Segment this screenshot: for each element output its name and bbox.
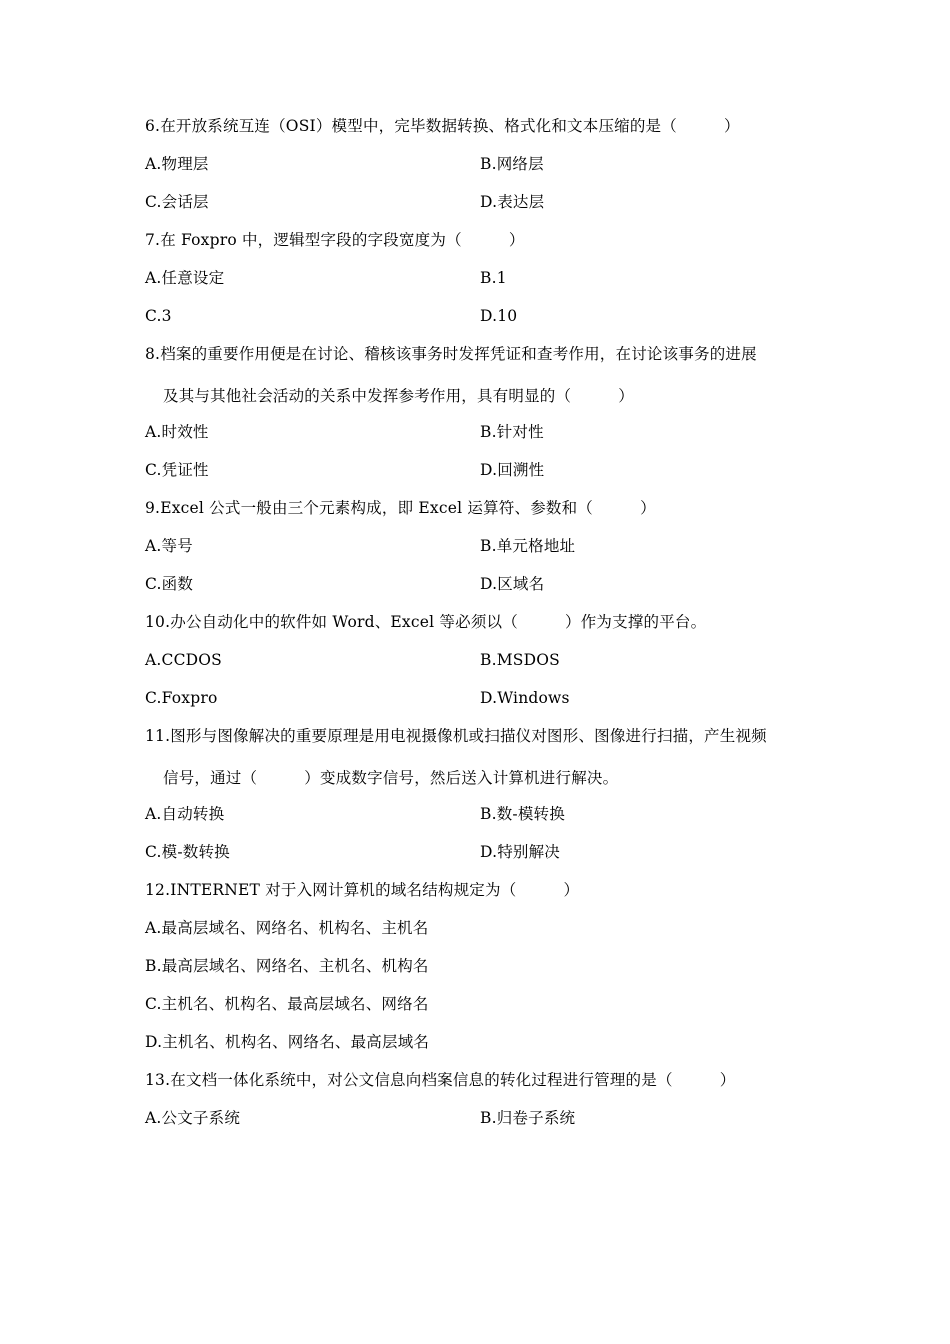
question-9-option-b: B.单元格地址: [480, 537, 576, 555]
question-10-option-c: C.Foxpro: [145, 689, 218, 707]
question-6-option-c: C.会话层: [145, 193, 209, 211]
question-13-option-b: B.归卷子系统: [480, 1109, 576, 1127]
question-12-option-d: D.主机名、机构名、网络名、最高层域名: [145, 1033, 430, 1051]
question-8-stem-line-2: 及其与其他社会活动的关系中发挥参考作用，具有明显的（ ）: [163, 387, 635, 405]
question-7-stem: 7.在 Foxpro 中，逻辑型字段的字段宽度为（ ）: [145, 231, 525, 249]
question-7-option-d: D.10: [480, 307, 518, 325]
question-12-option-b: B.最高层域名、网络名、主机名、机构名: [145, 957, 429, 975]
question-12-stem: 12.INTERNET 对于入网计算机的域名结构规定为（ ）: [145, 881, 580, 899]
question-9-option-a: A.等号: [145, 537, 193, 555]
question-11-option-b: B.数-模转换: [480, 805, 565, 823]
question-11-option-a: A.自动转换: [145, 805, 225, 823]
question-10-stem: 10.办公自动化中的软件如 Word、Excel 等必须以（ ）作为支撑的平台。: [145, 613, 707, 631]
question-8-option-c: C.凭证性: [145, 461, 209, 479]
question-11-stem-line-1: 11.图形与图像解决的重要原理是用电视摄像机或扫描仪对图形、图像进行扫描，产生视频: [145, 727, 767, 745]
question-11-stem-line-2: 信号，通过（ ）变成数字信号，然后送入计算机进行解决。: [163, 769, 619, 787]
question-6-option-a: A.物理层: [145, 155, 209, 173]
question-12-option-a: A.最高层域名、网络名、机构名、主机名: [145, 919, 429, 937]
question-10-option-a: A.CCDOS: [145, 651, 222, 669]
question-11-option-d: D.特别解决: [480, 843, 561, 861]
question-11-option-c: C.模-数转换: [145, 843, 230, 861]
question-6-stem: 6.在开放系统互连（OSI）模型中，完毕数据转换、格式化和文本压缩的是（ ）: [145, 117, 740, 135]
question-13-stem: 13.在文档一体化系统中，对公文信息向档案信息的转化过程进行管理的是（ ）: [145, 1071, 736, 1089]
question-7-option-b: B.1: [480, 269, 507, 287]
question-8-option-d: D.回溯性: [480, 461, 545, 479]
question-10-option-b: B.MSDOS: [480, 651, 560, 669]
question-8-option-b: B.针对性: [480, 423, 544, 441]
question-9-option-c: C.函数: [145, 575, 194, 593]
question-9-stem: 9.Excel 公式一般由三个元素构成，即 Excel 运算符、参数和（ ）: [145, 499, 656, 517]
question-8-option-a: A.时效性: [145, 423, 209, 441]
question-12-option-c: C.主机名、机构名、最高层域名、网络名: [145, 995, 429, 1013]
question-6-option-b: B.网络层: [480, 155, 544, 173]
question-6-option-d: D.表达层: [480, 193, 545, 211]
question-8-stem-line-1: 8.档案的重要作用便是在讨论、稽核该事务时发挥凭证和查考作用，在讨论该事务的进展: [145, 345, 757, 363]
question-7-option-c: C.3: [145, 307, 172, 325]
question-10-option-d: D.Windows: [480, 689, 570, 707]
question-7-option-a: A.任意设定: [145, 269, 225, 287]
question-9-option-d: D.区域名: [480, 575, 545, 593]
question-13-option-a: A.公文子系统: [145, 1109, 241, 1127]
